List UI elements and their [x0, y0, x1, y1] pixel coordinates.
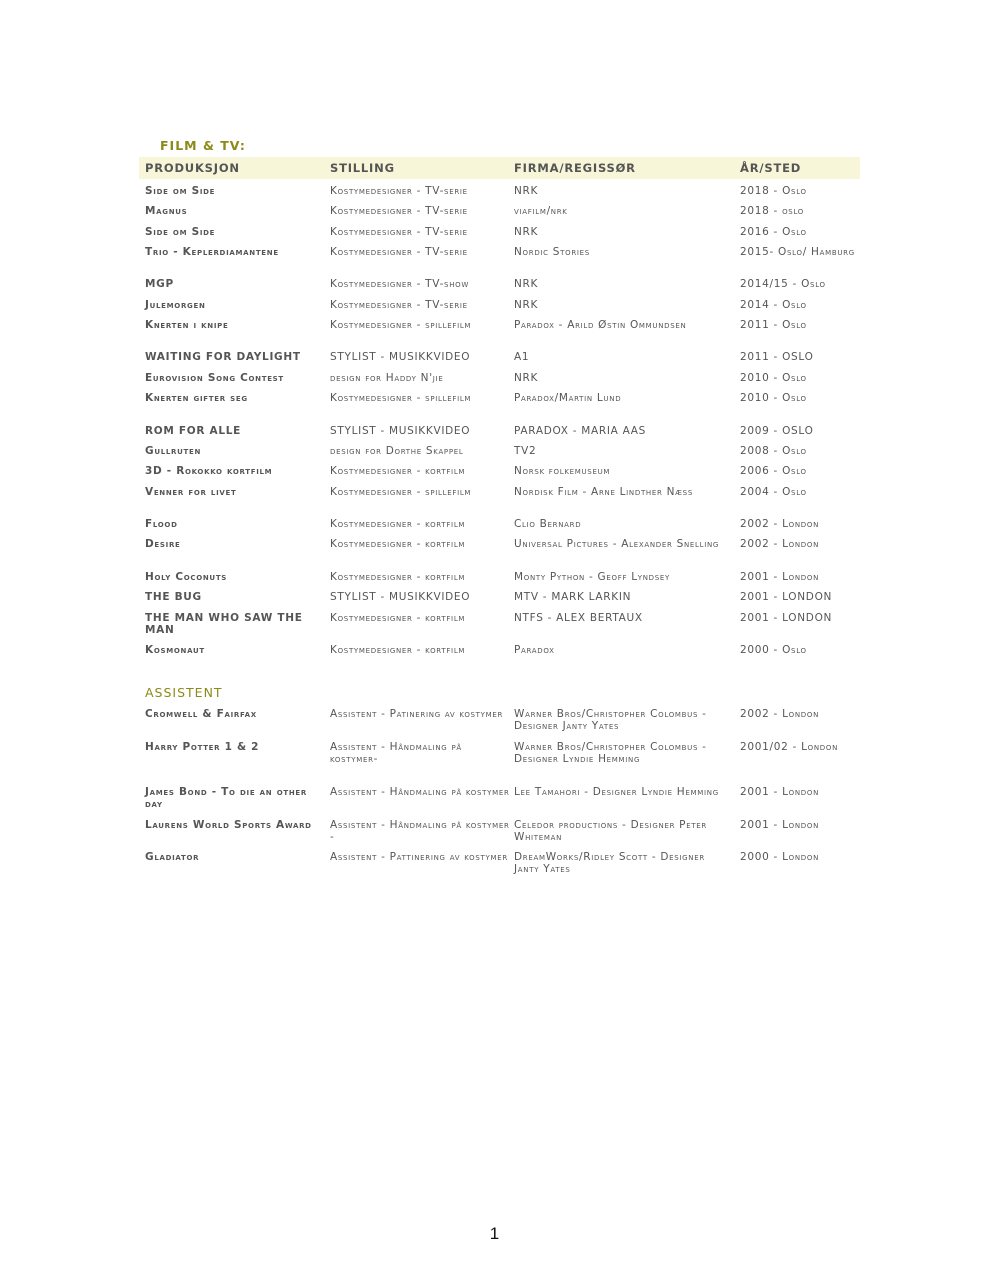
cell-firma: Universal Pictures - Alexander Snelling: [514, 538, 720, 550]
cell-firma: NRK: [514, 278, 539, 290]
cell-ar-sted: 2015- Oslo/ Hamburg: [740, 246, 855, 258]
cell-firma: Warner Bros/Christopher Colombus - Designer Janty Yates: [514, 708, 707, 732]
cell-produksjon: Side om Side: [145, 226, 216, 238]
cell-produksjon: Eurovision Song Contest: [145, 372, 284, 384]
cell-firma: Nordic Stories: [514, 246, 590, 258]
cell-ar-sted: 2001 - London: [740, 571, 820, 583]
cell-firma: NRK: [514, 372, 539, 384]
cell-stilling: design for Haddy N'jie: [330, 372, 444, 384]
cell-firma: Lee Tamahori - Designer Lyndie Hemming: [514, 786, 719, 798]
cell-firma: Norsk folkemuseum: [514, 465, 611, 477]
cell-produksjon: Knerten i knipe: [145, 319, 229, 331]
assistent-section-title: ASSISTENT: [145, 685, 223, 700]
cell-stilling: Kostymedesigner - kortfilm: [330, 538, 466, 550]
cell-produksjon: Holy Coconuts: [145, 571, 228, 583]
cell-firma: A1: [514, 351, 530, 363]
cell-produksjon: Julemorgen: [145, 299, 206, 311]
cell-stilling: Kostymedesigner - kortfilm: [330, 644, 466, 656]
cell-firma: Paradox: [514, 644, 555, 656]
cell-firma: Warner Bros/Christopher Colombus -Designer Lyndie Hemming: [514, 741, 707, 765]
cell-ar-sted: 2000 - London: [740, 851, 820, 863]
cell-ar-sted: 2000 - Oslo: [740, 644, 807, 656]
cell-produksjon: Harry Potter 1 & 2: [145, 741, 260, 753]
cell-ar-sted: 2002 - London: [740, 518, 820, 530]
cell-stilling: STYLIST - MUSIKKVIDEO: [330, 351, 471, 363]
cell-firma: PARADOX - MARIA AAS: [514, 425, 647, 437]
cell-produksjon: Laurens World Sports Award: [145, 819, 312, 831]
cell-stilling: Assistent - Patinering av kostymer: [330, 708, 504, 720]
cell-ar-sted: 2001/02 - London: [740, 741, 839, 753]
header-stilling: STILLING: [330, 161, 395, 175]
cell-produksjon: Trio - Keplerdiamantene: [145, 246, 279, 258]
cell-produksjon: THE BUG: [145, 591, 202, 603]
cell-firma: Paradox/Martin Lund: [514, 392, 622, 404]
cell-produksjon: THE MAN WHO SAW THE MAN: [145, 612, 303, 636]
cell-ar-sted: 2001 - LONDON: [740, 591, 833, 603]
cell-stilling: Kostymedesigner - spillefilm: [330, 319, 472, 331]
header-firma-regissor: FIRMA/REGISSØR: [514, 161, 636, 175]
cell-produksjon: Cromwell & Fairfax: [145, 708, 257, 720]
cell-ar-sted: 2018 - oslo: [740, 205, 804, 217]
film-tv-section-title: FILM & TV:: [160, 138, 246, 153]
cell-ar-sted: 2001 - London: [740, 786, 820, 798]
cell-firma: NRK: [514, 185, 539, 197]
cell-ar-sted: 2014/15 - Oslo: [740, 278, 826, 290]
cell-ar-sted: 2002 - London: [740, 708, 820, 720]
cell-stilling: Kostymedesigner - kortfilm: [330, 518, 466, 530]
cell-firma: NRK: [514, 299, 539, 311]
cell-ar-sted: 2004 - Oslo: [740, 486, 807, 498]
cell-produksjon: WAITING FOR DAYLIGHT: [145, 351, 301, 363]
cell-produksjon: Gladiator: [145, 851, 200, 863]
cell-stilling: Kostymedesigner - TV-serie: [330, 185, 468, 197]
cell-produksjon: 3D - Rokokko kortfilm: [145, 465, 273, 477]
cell-ar-sted: 2001 - London: [740, 819, 820, 831]
cell-stilling: Kostymedesigner - spillefilm: [330, 392, 472, 404]
cell-stilling: Assistent - Håndmaling på kostymer-: [330, 741, 462, 765]
cell-produksjon: MGP: [145, 278, 174, 290]
cell-ar-sted: 2014 - Oslo: [740, 299, 807, 311]
cell-firma: viafilm/nrk: [514, 205, 568, 217]
cell-firma: Monty Python - Geoff Lyndsey: [514, 571, 671, 583]
cell-produksjon: ROM FOR ALLE: [145, 425, 242, 437]
cell-produksjon: Knerten gifter seg: [145, 392, 248, 404]
cell-ar-sted: 2016 - Oslo: [740, 226, 807, 238]
cell-firma: Celedor productions - Designer Peter Whiteman: [514, 819, 707, 843]
cell-firma: Paradox - Arild Østin Ommundsen: [514, 319, 687, 331]
cell-stilling: Kostymedesigner - TV-serie: [330, 226, 468, 238]
cell-ar-sted: 2018 - Oslo: [740, 185, 807, 197]
cell-produksjon: Gullruten: [145, 445, 202, 457]
cell-stilling: design for Dorthe Skappel: [330, 445, 464, 457]
header-produksjon: PRODUKSJON: [145, 161, 240, 175]
cell-firma: Clio Bernard: [514, 518, 582, 530]
cell-stilling: Kostymedesigner - spillefilm: [330, 486, 472, 498]
cell-ar-sted: 2008 - Oslo: [740, 445, 807, 457]
cell-stilling: STYLIST - MUSIKKVIDEO: [330, 425, 471, 437]
cell-ar-sted: 2001 - LONDON: [740, 612, 833, 624]
cell-stilling: Kostymedesigner - TV-serie: [330, 299, 468, 311]
cell-stilling: Kostymedesigner - TV-show: [330, 278, 469, 290]
header-ar-sted: ÅR/STED: [740, 161, 802, 175]
page-number: 1: [489, 1224, 500, 1243]
cell-firma: TV2: [514, 445, 537, 457]
cell-stilling: Kostymedesigner - kortfilm: [330, 612, 466, 624]
cell-stilling: Kostymedesigner - TV-serie: [330, 246, 468, 258]
cell-ar-sted: 2011 - Oslo: [740, 319, 807, 331]
cell-produksjon: Desire: [145, 538, 181, 550]
cell-firma: NTFS - ALEX BERTAUX: [514, 612, 643, 624]
cell-ar-sted: 2011 - OSLO: [740, 351, 814, 363]
cell-produksjon: Side om Side: [145, 185, 216, 197]
cell-ar-sted: 2006 - Oslo: [740, 465, 807, 477]
cell-produksjon: Kosmonaut: [145, 644, 205, 656]
cell-produksjon: Magnus: [145, 205, 188, 217]
cell-stilling: Assistent - Håndmaling på kostymer: [330, 786, 510, 798]
cell-firma: Nordisk Film - Arne Lindther Næss: [514, 486, 693, 498]
cell-firma: DreamWorks/Ridley Scott - Designer Janty Yates: [514, 851, 705, 875]
cell-stilling: Kostymedesigner - TV-serie: [330, 205, 468, 217]
cell-produksjon: Venner for livet: [145, 486, 237, 498]
cell-stilling: STYLIST - MUSIKKVIDEO: [330, 591, 471, 603]
cell-stilling: Assistent - Pattinering av kostymer: [330, 851, 508, 863]
cell-firma: NRK: [514, 226, 539, 238]
cell-produksjon: James Bond - To die an other day: [145, 786, 307, 810]
cell-ar-sted: 2010 - Oslo: [740, 392, 807, 404]
cell-stilling: Kostymedesigner - kortfilm: [330, 571, 466, 583]
cell-ar-sted: 2009 - OSLO: [740, 425, 814, 437]
cell-firma: MTV - MARK LARKIN: [514, 591, 632, 603]
cell-ar-sted: 2010 - Oslo: [740, 372, 807, 384]
cell-stilling: Assistent - Håndmaling på kostymer -: [330, 819, 510, 843]
cell-stilling: Kostymedesigner - kortfilm: [330, 465, 466, 477]
cell-ar-sted: 2002 - London: [740, 538, 820, 550]
cell-produksjon: Flood: [145, 518, 178, 530]
